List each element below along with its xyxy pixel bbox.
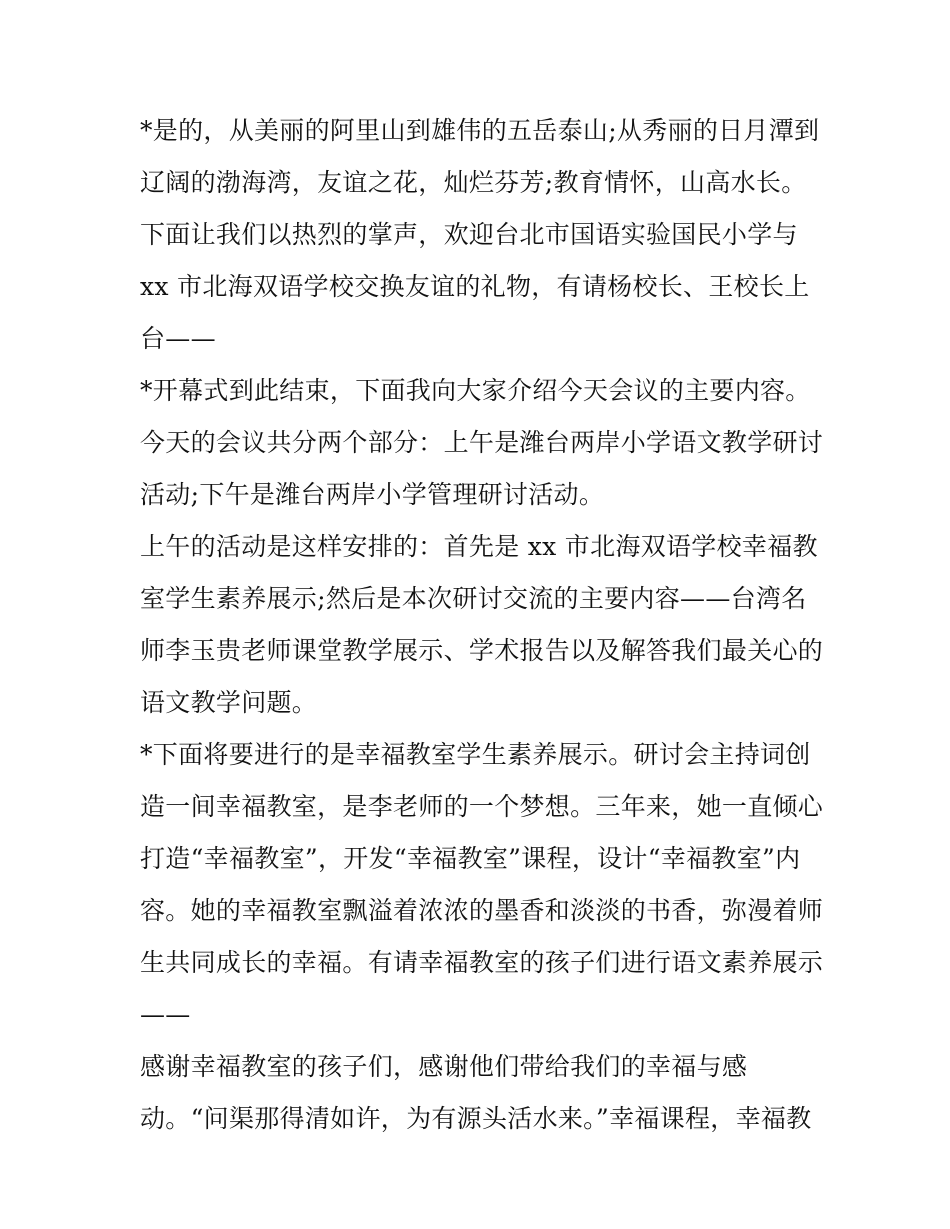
text-line: 语文教学问题。 — [140, 688, 318, 717]
text-line: *开幕式到此结束，下面我向大家介绍今天会议的主要内容。 — [140, 376, 811, 405]
text-line: *是的，从美丽的阿里山到雄伟的五岳泰山;从秀丽的日月潭到 — [140, 116, 820, 145]
text-line: 台—— — [140, 324, 216, 353]
text-line: 师李玉贵老师课堂教学展示、学术报告以及解答我们最关心的 — [140, 636, 824, 665]
text-line: 造一间幸福教室，是李老师的一个梦想。三年来，她一直倾心 — [140, 792, 824, 821]
text-line: 辽阔的渤海湾，友谊之花，灿烂芬芳;教育情怀，山高水长。 — [140, 168, 807, 197]
document-body — [140, 105, 824, 1145]
text-line: xx 市北海双语学校交换友谊的礼物，有请杨校长、王校长上 — [140, 272, 810, 301]
text-line: 生共同成长的幸福。有请幸福教室的孩子们进行语文素养展示 — [140, 948, 824, 977]
text-line: 活动;下午是潍台两岸小学管理研讨活动。 — [140, 480, 605, 509]
text-line: 感谢幸福教室的孩子们，感谢他们带给我们的幸福与感 — [140, 1052, 748, 1081]
text-line: 上午的活动是这样安排的：首先是 xx 市北海双语学校幸福教 — [140, 532, 818, 561]
text-line: *下面将要进行的是幸福教室学生素养展示。研讨会主持词创 — [140, 740, 811, 769]
text-line: 室学生素养展示;然后是本次研讨交流的主要内容——台湾名 — [140, 584, 807, 613]
text-line: 容。她的幸福教室飘溢着浓浓的墨香和淡淡的书香，弥漫着师 — [140, 896, 824, 925]
text-line: 动。“问渠那得清如许，为有源头活水来。”幸福课程，幸福教 — [140, 1104, 812, 1133]
text-line: 下面让我们以热烈的掌声，欢迎台北市国语实验国民小学与 — [140, 220, 798, 249]
text-line: —— — [140, 1000, 191, 1029]
text-line: 今天的会议共分两个部分：上午是潍台两岸小学语文教学研讨 — [140, 428, 824, 457]
text-line: 打造“幸福教室”，开发“幸福教室”课程，设计“幸福教室”内 — [140, 844, 801, 873]
